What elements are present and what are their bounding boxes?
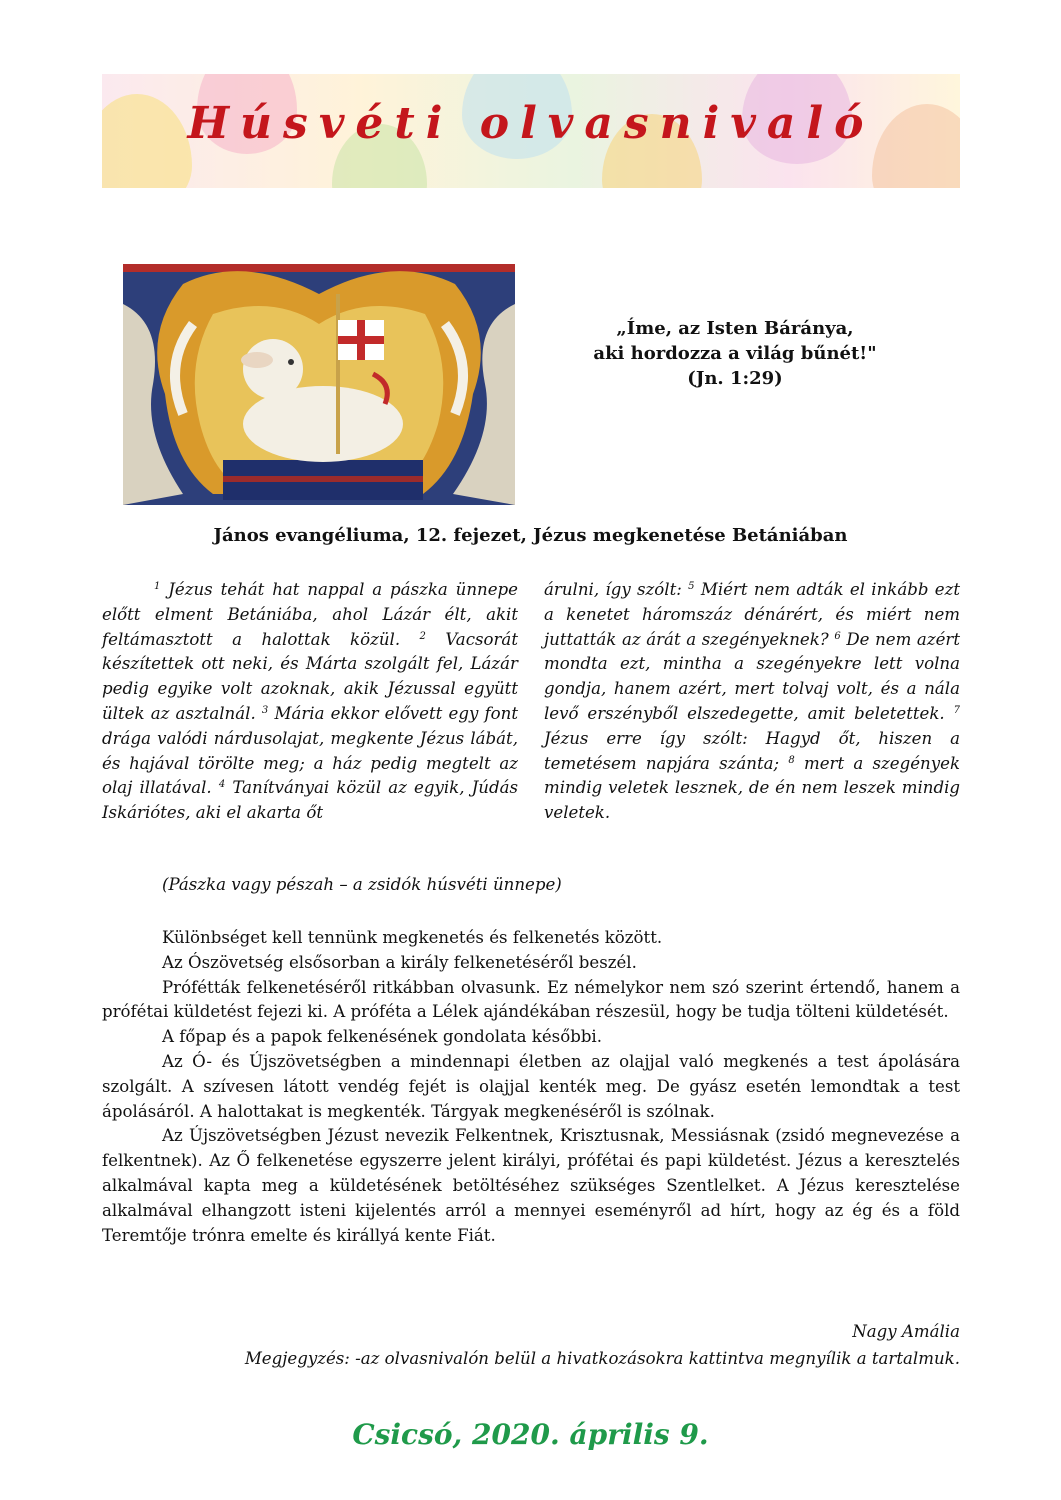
verse-text: Jézus erre így szólt: Hagyd őt, hiszen a temetésem napjára szánta;: [544, 728, 960, 773]
quote-reference: (Jn. 1:29): [687, 368, 783, 389]
easter-banner: [102, 74, 960, 188]
gospel-column-left: [102, 578, 518, 826]
paragraph: Az Újszövetségben Jézust nevezik Felkentnek, Krisztusnak, Messiásnak (zsidó megnevezése a felkentnek). Az Ő felkenetése egyszerre jelent királyi, prófétai és papi küldetést. Jézus a keresztelés alkalmával kapta meg a küldetésének betöltéséhez szükséges Szentlelket. A Jézus keresztelése alkalmával elhangzott isteni kijelentés arról a mennyei eseményről ad hírt, hogy az ég és a föld Teremtője trónra emelte és királlyá kente Fiát.: [102, 1126, 960, 1245]
author-name: Nagy Amália: [852, 1322, 960, 1341]
paragraph: A főpap és a papok felkenésének gondolata későbbi.: [162, 1027, 603, 1047]
verse-number: 7: [953, 704, 960, 716]
commentary-text: [102, 926, 960, 1248]
verse-number: 6: [834, 630, 841, 642]
verse-text: Jézus tehát hat nappal a pászka ünnepe előtt elment Betániába, ahol Lázár élt, akit feltámasztott a halottak közül.: [102, 580, 518, 649]
banner-title: Húsvéti olvasnivaló: [187, 98, 875, 149]
paragraph: Az Ószövetség elsősorban a király felkenetéséről beszél.: [162, 952, 637, 972]
verse-number: 1: [154, 581, 161, 592]
gospel-column-right: [544, 578, 960, 826]
place-date-footer: Csicsó, 2020. április 9.: [352, 1418, 709, 1451]
lamb-mosaic-image: [123, 264, 515, 505]
gospel-heading: János evangéliuma, 12. fejezet, Jézus megkenetése Betániában: [213, 525, 848, 546]
verse-text: Vacsorát készítettek ott neki, és Márta szolgált fel, Lázár pedig egyike volt azoknak, akik Jézussal együtt ültek az asztalnál.: [102, 629, 518, 723]
verse-text: mert a szegények mindig veletek lesznek, de én nem leszek mindig veletek.: [544, 753, 960, 823]
verse-number: 3: [261, 704, 269, 716]
quote-line-2: aki hordozza a világ bűnét!": [593, 343, 877, 364]
verse-number: 4: [218, 779, 226, 791]
paragraph: Az Ó- és Újszövetségben a mindennapi életben az olajjal való megkenés a test ápolására szolgált. A szívesen látott vendég fejét is olajjal kenték meg. De gyász esetén lemondtak a test ápolásáról. A halottakat is megkenték. Tárgyak megkenéséről is szólnak.: [102, 1051, 960, 1121]
verse-text: De nem azért mondta ezt, mintha a szegényekre lett volna gondja, hanem azért, mert tolvaj volt, és a nála levő erszényből elszedegette, amit beletettek.: [544, 629, 960, 723]
verse-number: 2: [419, 630, 426, 642]
verse-text: Tanítványai közül az egyik, Júdás Iskáriótes, aki el akarta őt: [102, 778, 518, 823]
verse-number: 5: [688, 581, 695, 592]
verse-text: Mária ekkor elővett egy font drága valódi nárdusolajat, megkente Jézus lábát, és hajával törölte meg; a ház pedig megtelt az olaj illatával.: [102, 703, 518, 798]
verse-text: árulni, így szólt:: [544, 580, 689, 599]
passover-note: (Pászka vagy pészah – a zsidók húsvéti ünnepe): [162, 875, 562, 894]
verse-text: Miért nem adták el inkább ezt a kenetet háromszáz dénárért, és miért nem juttatták az árát a szegényeknek?: [544, 580, 960, 649]
paragraph: Prófétták felkenetéséről ritkábban olvasunk. Ez némelykor nem szó szerint értendő, hanem a prófétai küldetést fejezi ki. A próféta a Lélek ajándékában részesül, hogy be tudja tölteni küldetését.: [102, 977, 960, 1022]
remark-note: Megjegyzés: -az olvasnivalón belül a hivatkozásokra kattintva megnyílik a tartalmuk.: [244, 1349, 960, 1368]
quote-line-1: „Íme, az Isten Báránya,: [616, 318, 854, 339]
paragraph: Különbséget kell tennünk megkenetés és felkenetés között.: [162, 928, 663, 947]
verse-number: 8: [788, 754, 795, 766]
bible-quote: [570, 316, 900, 391]
